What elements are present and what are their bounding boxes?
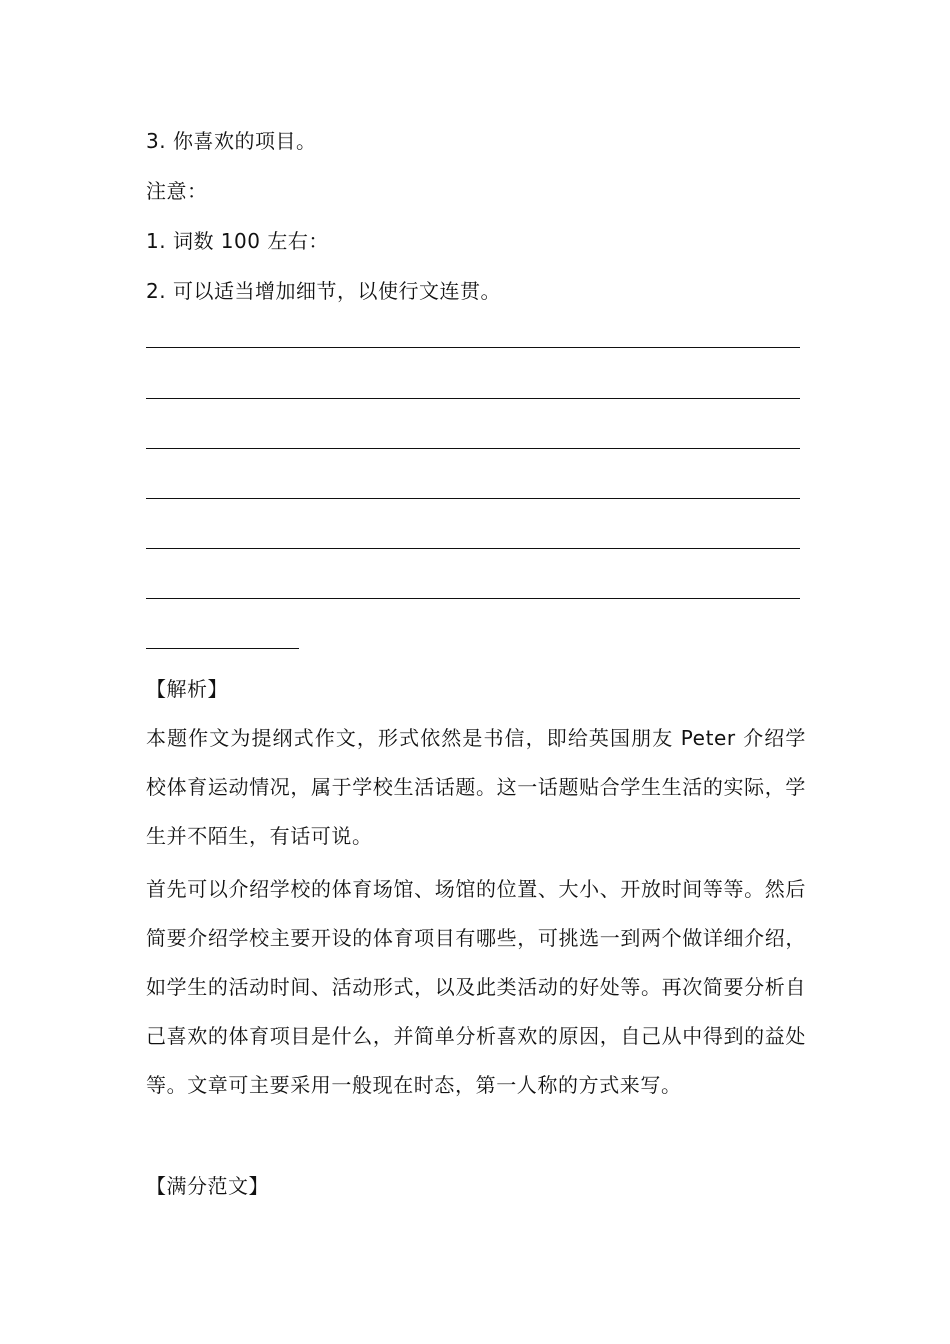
answer-line [146,598,800,599]
sample-heading: 【满分范文】 [146,1174,269,1198]
notes-heading: 注意： [146,179,208,203]
answer-line-short [146,648,299,649]
notes-item-2: 2. 可以适当增加细节，以使行文连贯。 [146,279,501,303]
outline-item-3: 3. 你喜欢的项目。 [146,129,317,153]
answer-line [146,498,800,499]
answer-line [146,548,800,549]
answer-line [146,398,800,399]
analysis-paragraph-2: 首先可以介绍学校的体育场馆、场馆的位置、大小、开放时间等等。然后简要介绍学校主要开设的体育项目有哪些，可挑选一到两个做详细介绍，如学生的活动时间、活动形式，以及此类活动的好处等。再次简要分析自己喜欢的体育项目是什么，并简单分析喜欢的原因，自己从中得到的益处等。文章可主要采用一般现在时态，第一人称的方式来写。 [146,877,806,1097]
analysis-heading: 【解析】 [146,677,228,701]
answer-line [146,448,800,449]
answer-line [146,347,800,348]
analysis-paragraph-1: 本题作文为提纲式作文，形式依然是书信，即给英国朋友 Peter 介绍学校体育运动情况，属于学校生活话题。这一话题贴合学生生活的实际，学生并不陌生，有话可说。 [146,726,806,848]
notes-item-1: 1. 词数 100 左右： [146,229,329,253]
